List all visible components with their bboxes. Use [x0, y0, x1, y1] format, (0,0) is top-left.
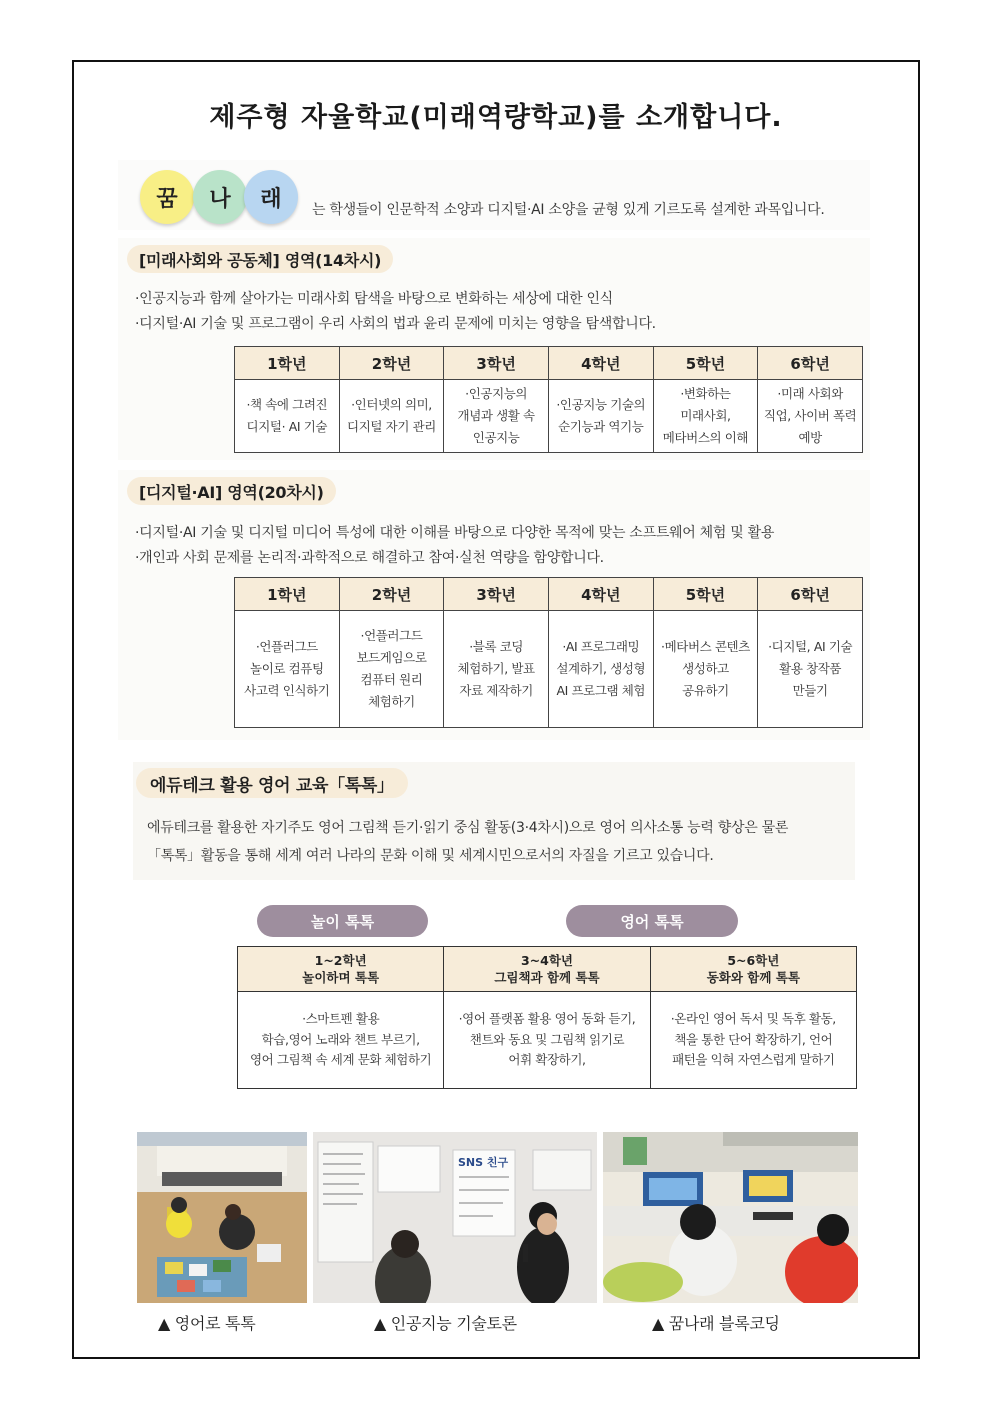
section1-tag: [미래사회와 공동체] 영역(14차시)	[127, 245, 393, 273]
grade-header: 1학년	[235, 578, 340, 611]
pill-play-toktok: 놀이 톡톡	[257, 905, 428, 937]
english-tag: 에듀테크 활용 영어 교육「톡톡」	[136, 768, 408, 798]
grade-cell: ·메타버스 콘텐츠 생성하고 공유하기	[653, 611, 758, 728]
section2-grade-table	[234, 577, 863, 728]
grade-header: 4학년	[548, 578, 653, 611]
toktok-header	[444, 947, 650, 992]
toktok-line: 어휘 확장하기,	[508, 1052, 586, 1068]
circle-kkum: 꿈	[140, 170, 194, 224]
toktok-subtitle: 그림책과 함께 톡톡	[494, 970, 600, 985]
toktok-line: 학습,영어 노래와 챈트 부르기,	[261, 1031, 420, 1047]
english-text: 「톡톡」활동을 통해 세계 여러 나라의 문화 이해 및 세계시민으로서의 자질을 기르고 있습니다.	[147, 848, 714, 864]
toktok-line: 패턴을 익혀 자연스럽게 말하기	[672, 1052, 835, 1068]
grade-cell: ·디지털, AI 기술 활용 창작품 만들기	[758, 611, 863, 728]
toktok-subtitle: 놀이하며 톡톡	[302, 970, 380, 985]
grade-cell: ·인공지능 기술의 순기능과 역기능	[548, 380, 653, 453]
photo-english-toktok	[137, 1132, 307, 1303]
toktok-grade: 5~6학년	[727, 952, 780, 968]
grade-cell: ·블록 코딩 체험하기, 발표 자료 제작하기	[444, 611, 549, 728]
toktok-header	[238, 947, 444, 992]
photo-block-coding	[603, 1132, 858, 1303]
caption-block-coding: ▲ 꿈나래 블록코딩	[652, 1314, 780, 1333]
grade-header: 2학년	[339, 578, 444, 611]
english-text: 에듀테크를 활용한 자기주도 영어 그림책 듣기·읽기 중심 활동(3·4차시)으로 영어 의사소통 능력 향상은 물론	[147, 820, 789, 836]
grade-header: 1학년	[235, 347, 340, 380]
grade-header: 3학년	[444, 347, 549, 380]
toktok-subtitle: 동화와 함께 톡톡	[706, 970, 800, 985]
section1-grade-table	[234, 346, 863, 453]
toktok-line: 책을 통한 단어 확장하기, 언어	[674, 1031, 833, 1047]
grade-header: 4학년	[548, 347, 653, 380]
grade-cell: ·인공지능의 개념과 생활 속 인공지능	[444, 380, 549, 453]
section2-bullet: ·디지털·AI 기술 및 디지털 미디어 특성에 대한 이해를 바탕으로 다양한 목적에 맞는 소프트웨어 체험 및 활용	[135, 525, 775, 541]
photo-ai-debate	[313, 1132, 597, 1303]
grade-cell: ·미래 사회와 직업, 사이버 폭력 예방	[758, 380, 863, 453]
caption-ai-debate: ▲ 인공지능 기술토론	[374, 1314, 517, 1333]
toktok-line: ·온라인 영어 독서 및 독후 활동,	[670, 1011, 836, 1027]
pill-english-toktok: 영어 톡톡	[566, 905, 738, 937]
toktok-table	[237, 946, 857, 1089]
board-sns-text: SNS 친구	[458, 1156, 509, 1169]
grade-cell: ·언플러그드 보드게임으로 컴퓨터 원리 체험하기	[339, 611, 444, 728]
grade-header: 5학년	[653, 347, 758, 380]
grade-header: 3학년	[444, 578, 549, 611]
grade-cell: ·AI 프로그래밍 설계하기, 생성형 AI 프로그램 체험	[548, 611, 653, 728]
toktok-cell	[444, 992, 650, 1089]
toktok-line: ·스마트펜 활용	[302, 1011, 380, 1027]
section2-bullet: ·개인과 사회 문제를 논리적·과학적으로 해결하고 참여·실천 역량을 함양합니다.	[135, 550, 604, 566]
intro-text: 는 학생들이 인문학적 소양과 디지털·AI 소양을 균형 있게 기르도록 설계한 과목입니다.	[312, 202, 825, 218]
page-title: 제주형 자율학교(미래역량학교)를 소개합니다.	[209, 102, 783, 133]
section1-bullet: ·디지털·AI 기술 및 프로그램이 우리 사회의 법과 윤리 문제에 미치는 영향을 탐색합니다.	[135, 316, 656, 332]
toktok-line: 영어 그림책 속 세계 문화 체험하기	[250, 1052, 432, 1068]
toktok-header	[650, 947, 856, 992]
toktok-grade: 3~4학년	[520, 952, 573, 968]
grade-header: 2학년	[339, 347, 444, 380]
section1-bullet: ·인공지능과 함께 살아가는 미래사회 탐색을 바탕으로 변화하는 세상에 대한 인식	[135, 291, 613, 307]
toktok-line: ·영어 플랫폼 활용 영어 동화 듣기,	[458, 1011, 636, 1027]
section2-tag: [디지털·AI] 영역(20차시)	[127, 477, 336, 505]
circle-na: 나	[193, 170, 247, 224]
toktok-line: 챈트와 동요 및 그림책 읽기로	[469, 1031, 625, 1047]
toktok-cell	[238, 992, 444, 1089]
grade-header: 5학년	[653, 578, 758, 611]
toktok-grade: 1~2학년	[314, 952, 367, 968]
toktok-cell	[650, 992, 856, 1089]
grade-cell: ·언플러그드 놀이로 컴퓨팅 사고력 인식하기	[235, 611, 340, 728]
grade-cell: ·변화하는 미래사회, 메타버스의 이해	[653, 380, 758, 453]
grade-header: 6학년	[758, 578, 863, 611]
caption-english-toktok: ▲ 영어로 톡톡	[158, 1314, 256, 1333]
circle-rae: 래	[244, 170, 298, 224]
grade-header: 6학년	[758, 347, 863, 380]
grade-cell: ·인터넷의 의미, 디지털 자기 관리	[339, 380, 444, 453]
grade-cell: ·책 속에 그려진 디지털· AI 기술	[235, 380, 340, 453]
